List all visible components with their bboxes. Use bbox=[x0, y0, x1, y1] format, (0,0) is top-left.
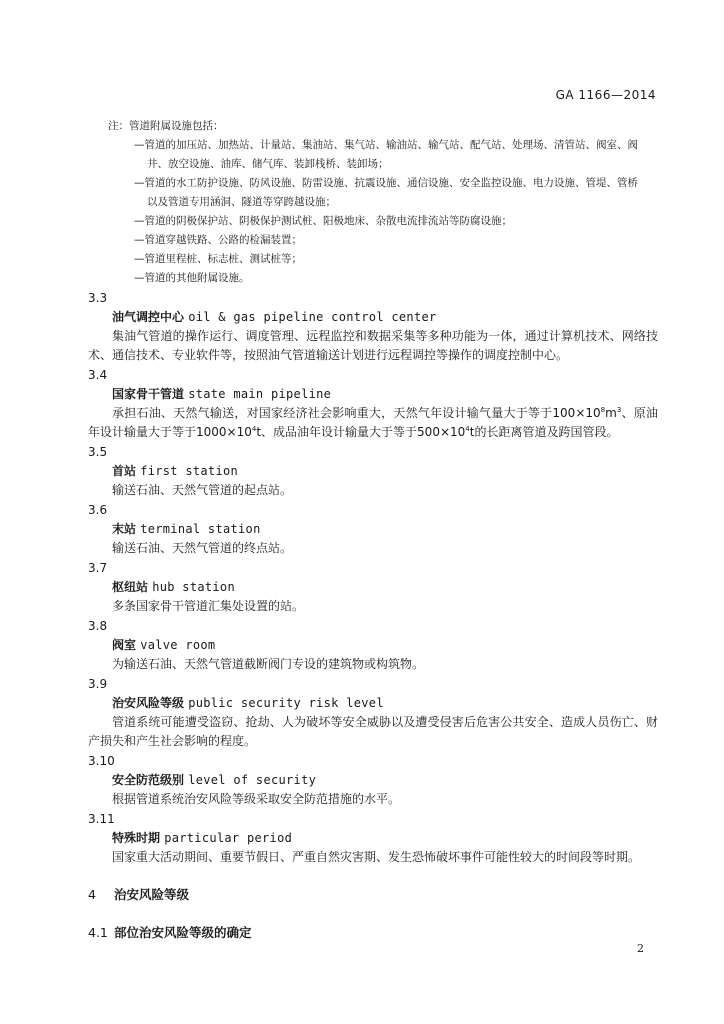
term-cn: 油气调控中心 bbox=[112, 310, 185, 324]
note-block bbox=[88, 117, 658, 288]
section-title: 治安风险等级 bbox=[114, 887, 190, 902]
term-cn: 治安风险等级 bbox=[112, 696, 185, 710]
clause-number: 3.5 bbox=[88, 445, 108, 459]
term-cn: 国家骨干管道 bbox=[112, 387, 185, 401]
note-title: 注：管道附属设施包括： bbox=[108, 120, 224, 132]
exponent: 8 bbox=[600, 406, 606, 414]
term-en: level of security bbox=[188, 773, 317, 787]
clause bbox=[88, 810, 658, 867]
note-item-cont: 井、放空设施、油库、储气库、装卸栈桥、装卸场； bbox=[147, 158, 389, 170]
term-heading bbox=[88, 462, 658, 481]
term-heading bbox=[88, 308, 658, 327]
term-definition: 管道系统可能遭受盗窃、抢劫、人为破坏等安全威胁以及遭受侵害后危害公共安全、造成人员伤亡、财产损失和产生社会影响的程度。 bbox=[88, 715, 658, 748]
clause bbox=[88, 443, 658, 500]
section-number: 4 bbox=[88, 887, 96, 902]
def-part: 承担石油、天然气输送，对国家经济社会影响重大，天然气年设计输气量大于等于100×10 bbox=[112, 406, 601, 420]
standard-number: GA 1166—2014 bbox=[555, 88, 656, 102]
note-item: —管道的阴极保护站、阴极保护测试桩、阳极地床、杂散电流排流站等防腐设施； bbox=[134, 215, 512, 227]
unit: m bbox=[605, 406, 617, 420]
term-definition: 输送石油、天然气管道的终点站。 bbox=[112, 541, 293, 555]
clause-number: 3.6 bbox=[88, 503, 108, 517]
term-definition bbox=[88, 404, 658, 442]
term-en: terminal station bbox=[140, 522, 261, 536]
term-en: oil & gas pipeline control center bbox=[188, 310, 437, 324]
clause-number: 3.4 bbox=[88, 368, 108, 382]
exponent: 4 bbox=[251, 425, 257, 433]
term-cn: 阀室 bbox=[112, 638, 137, 652]
clause bbox=[88, 617, 658, 674]
section-heading bbox=[88, 885, 658, 904]
clause-number: 3.7 bbox=[88, 561, 108, 575]
section-title: 部位治安风险等级的确定 bbox=[114, 925, 252, 940]
note-item: —管道穿越铁路、公路的检漏装置； bbox=[134, 234, 302, 246]
term-en: hub station bbox=[152, 580, 235, 594]
term-en: valve room bbox=[140, 638, 216, 652]
term-heading bbox=[88, 578, 658, 597]
clause-number: 3.11 bbox=[88, 812, 115, 826]
term-heading bbox=[88, 771, 658, 790]
clause-number: 3.10 bbox=[88, 754, 115, 768]
exponent: 4 bbox=[465, 425, 470, 433]
def-part: 、原油年设计输量大于等于1000×10 bbox=[88, 406, 658, 439]
term-en: particular period bbox=[164, 831, 293, 845]
term-definition: 多条国家骨干管道汇集处设置的站。 bbox=[112, 599, 305, 613]
subsection-heading bbox=[88, 923, 658, 942]
clause bbox=[88, 501, 658, 558]
term-definition: 输送石油、天然气管道的起点站。 bbox=[112, 483, 293, 497]
term-heading bbox=[88, 694, 658, 713]
term-heading bbox=[88, 520, 658, 539]
clause bbox=[88, 289, 658, 365]
def-part: t、成品油年设计输量大于等于500×10 bbox=[256, 425, 466, 439]
note-item: —管道的水工防护设施、防风设施、防雷设施、抗震设施、通信设施、安全监控设施、电力设施、管堤、管桥 bbox=[134, 177, 638, 189]
clause bbox=[88, 675, 658, 751]
term-cn: 特殊时期 bbox=[112, 831, 161, 845]
page-number: 2 bbox=[637, 942, 644, 955]
term-cn: 末站 bbox=[112, 522, 137, 536]
term-definition: 国家重大活动期间、重要节假日、严重自然灾害期、发生恐怖破坏事件可能性较大的时间段等时期。 bbox=[112, 850, 641, 864]
term-heading bbox=[88, 636, 658, 655]
term-cn: 首站 bbox=[112, 464, 137, 478]
term-cn: 枢纽站 bbox=[112, 580, 149, 594]
term-en: state main pipeline bbox=[188, 387, 332, 401]
clause-number: 3.9 bbox=[88, 677, 108, 691]
exponent: 3 bbox=[616, 406, 622, 414]
term-cn: 安全防范级别 bbox=[112, 773, 185, 787]
clause-number: 3.8 bbox=[88, 619, 108, 633]
term-en: first station bbox=[140, 464, 239, 478]
note-item: —管道里程桩、标志桩、测试桩等； bbox=[134, 253, 302, 265]
term-heading bbox=[88, 385, 658, 404]
clause bbox=[88, 366, 658, 442]
term-definition: 根据管道系统治安风险等级采取安全防范措施的水平。 bbox=[112, 792, 401, 806]
term-heading bbox=[88, 829, 658, 848]
clause-number: 3.3 bbox=[88, 291, 108, 305]
term-definition: 为输送石油、天然气管道截断阀门专设的建筑物或构筑物。 bbox=[112, 657, 425, 671]
note-item: —管道的其他附属设施。 bbox=[134, 272, 250, 284]
section-number: 4.1 bbox=[88, 925, 108, 940]
clause bbox=[88, 752, 658, 809]
def-part: t的长距离管道及跨国管段。 bbox=[469, 425, 619, 439]
term-definition: 集油气管道的操作运行、调度管理、远程监控和数据采集等多种功能为一体，通过计算机技术、网络技术、通信技术、专业软件等，按照油气管道输送计划进行远程调控等操作的调度控制中心。 bbox=[88, 329, 658, 362]
document-body bbox=[88, 117, 658, 942]
note-item-cont: 以及管道专用涵洞、隧道等穿跨越设施； bbox=[147, 196, 336, 208]
term-en: public security risk level bbox=[188, 696, 384, 710]
clause bbox=[88, 559, 658, 616]
note-item: —管道的加压站、加热站、计量站、集油站、集气站、输油站、输气站、配气站、处理场、清管站、阀室、阀 bbox=[134, 139, 638, 151]
